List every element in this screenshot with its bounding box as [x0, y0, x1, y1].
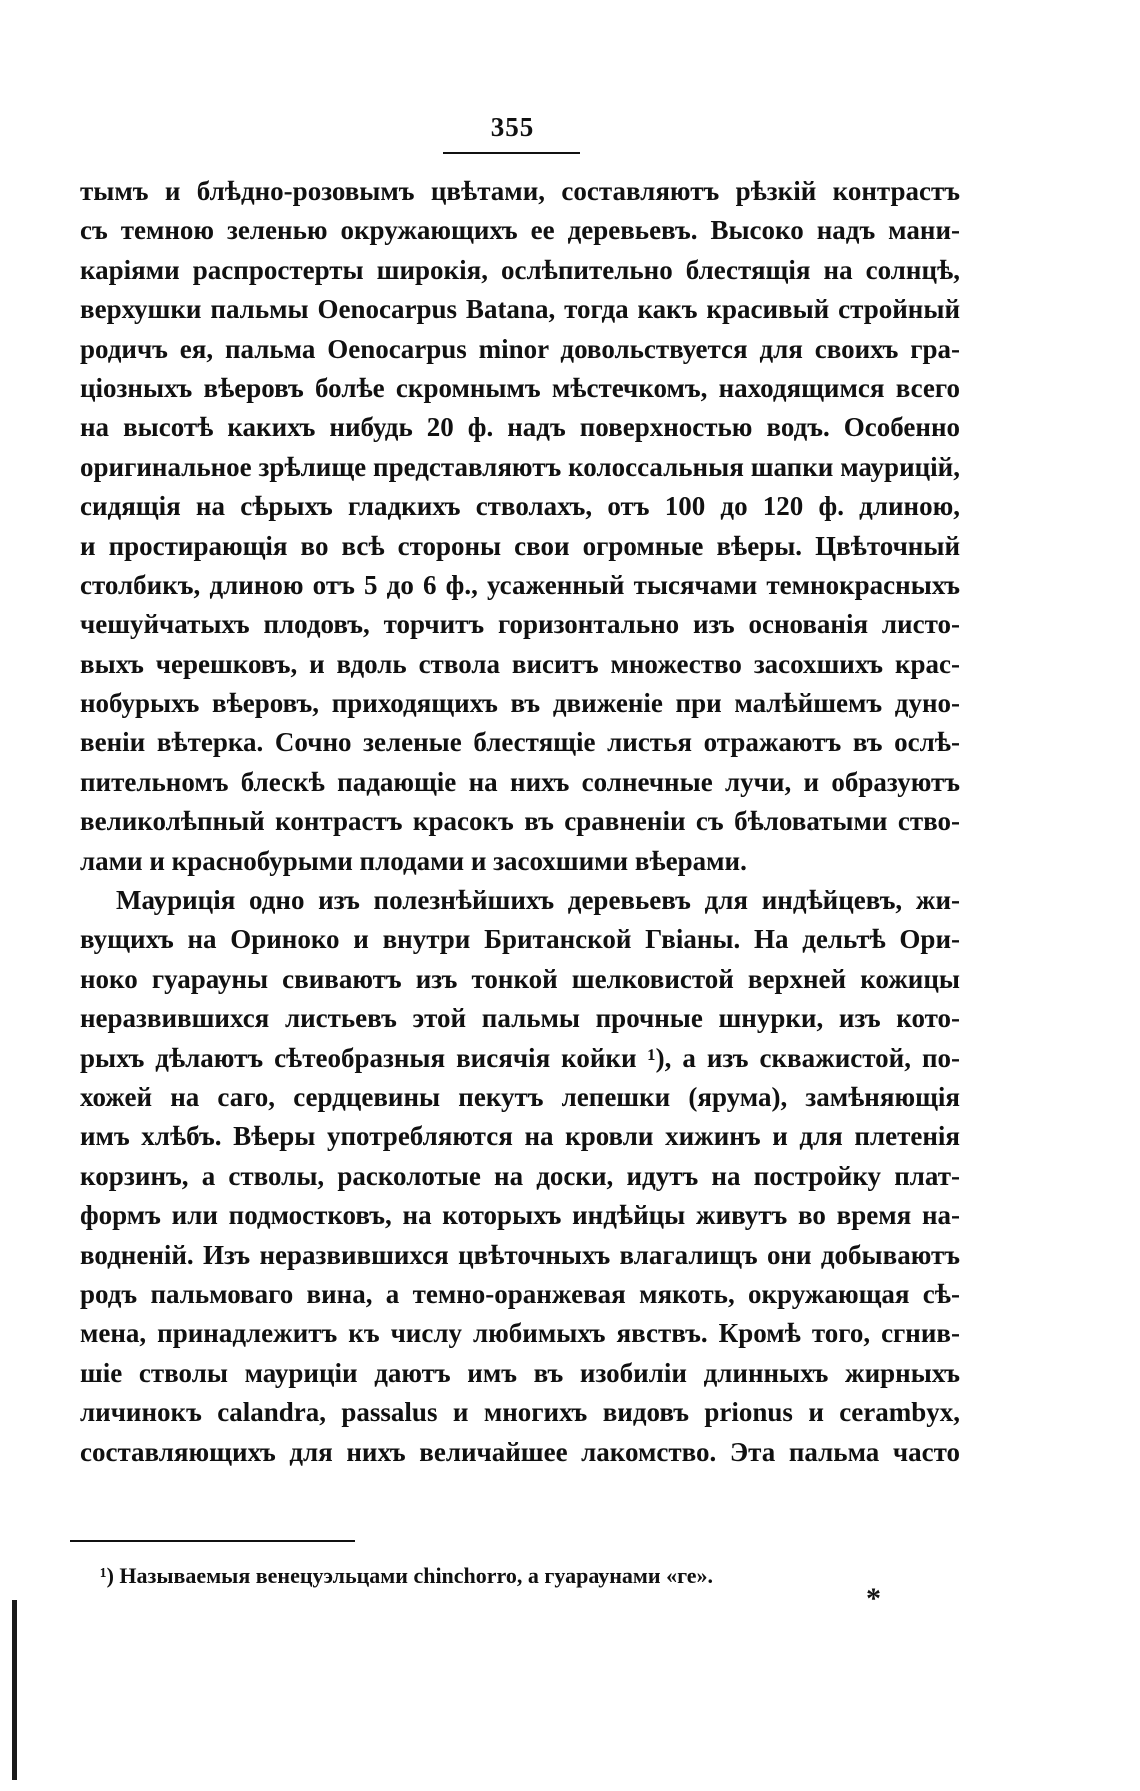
text-line: сидящія на сѣрыхъ гладкихъ стволахъ, отъ 100 до 120 ф. длиною, — [80, 491, 960, 522]
text-line: на высотѣ какихъ нибудь 20 ф. надъ поверхностью водъ. Особенно — [80, 412, 960, 443]
footnote: ¹) Называемыя венецуэльцами chinchorro, а гуараунами «ге». — [100, 1563, 714, 1588]
text-line: веніи вѣтерка. Сочно зеленые блестящіе листья отражаютъ въ ослѣ- — [80, 727, 960, 758]
page-number-rule — [443, 152, 580, 154]
text-line: столбикъ, длиною отъ 5 до 6 ф., усаженный тысячами темнокрасныхъ — [80, 569, 960, 600]
text-line: съ темною зеленью окружающихъ ее деревьевъ. Высоко надъ мани- — [80, 215, 960, 246]
text-line: имъ хлѣбъ. Вѣеры употребляются на кровли хижинъ и для плетенія — [80, 1121, 960, 1152]
text-line: ноко гуарауны свиваютъ изъ тонкой шелковистой верхней кожицы — [80, 963, 960, 994]
text-line: водненій. Изъ неразвившихся цвѣточныхъ влагалищъ они добываютъ — [80, 1239, 960, 1270]
text-line: корзинъ, а стволы, расколотые на доски, идутъ на постройку плат- — [80, 1160, 960, 1191]
text-line: составляющихъ для нихъ величайшее лакомство. Эта пальма часто — [80, 1436, 960, 1467]
page-edge-shadow — [12, 1600, 17, 1780]
page-number: 355 — [490, 112, 535, 142]
text-line: неразвившихся листьевъ этой пальмы прочные шнурки, изъ кото- — [80, 1003, 960, 1034]
text-line: тымъ и блѣдно-розовымъ цвѣтами, составляютъ рѣзкій контрастъ — [80, 176, 960, 206]
text-line: каріями распростерты широкія, ослѣпительно блестящія на солнцѣ, — [80, 254, 960, 285]
text-line: вущихъ на Ориноко и внутри Британской Гвіаны. На дельтѣ Ори- — [80, 924, 960, 955]
text-line: нобурыхъ вѣеровъ, приходящихъ въ движеніе при малѣйшемъ дуно- — [80, 688, 960, 719]
paragraph-first-line: Маурицiя одно изъ полезнѣйшихъ деревьевъ для индѣйцевъ, жи- — [116, 885, 960, 916]
text-line: шіе стволы маурицiи даютъ имъ въ изобиліи длинныхъ жирныхъ — [80, 1357, 960, 1388]
footnote-rule — [70, 1540, 355, 1542]
text-line: родичъ ея, пальма Oenocarpus minor довольствуется для своихъ гра- — [80, 333, 960, 364]
text-line: рыхъ дѣлаютъ сѣтеобразныя висячія койки ¹), а изъ скважистой, по- — [80, 1042, 960, 1073]
text-line: выхъ черешковъ, и вдоль ствола виситъ множество засохшихъ крас- — [80, 648, 960, 679]
body-text — [80, 172, 960, 1472]
text-line: лами и краснобурыми плодами и засохшими вѣерами. — [80, 845, 747, 876]
signature-mark: * — [866, 1582, 881, 1615]
text-line: чешуйчатыхъ плодовъ, торчитъ горизонтально изъ основанія листо- — [80, 609, 960, 640]
text-line: оригинальное зрѣлище представляютъ колоссальныя шапки маурицій, — [80, 451, 960, 482]
text-line: формъ или подмостковъ, на которыхъ индѣйцы живутъ во время на- — [80, 1200, 960, 1231]
text-line: и простирающія во всѣ стороны свои огромные вѣеры. Цвѣточный — [80, 530, 960, 561]
text-line: верхушки пальмы Oenocarpus Batana, тогда какъ красивый стройный — [80, 294, 960, 325]
text-line: великолѣпный контрастъ красокъ въ сравненіи съ бѣловатыми ство- — [80, 806, 960, 837]
text-line: хожей на саго, сердцевины пекутъ лепешки (ярума), замѣняющія — [80, 1081, 960, 1112]
text-line: личинокъ calandra, passalus и многихъ видовъ prionus и cerambyx, — [80, 1397, 960, 1428]
text-line: пительномъ блескѣ падающіе на нихъ солнечные лучи, и образуютъ — [80, 766, 960, 797]
text-line: родъ пальмоваго вина, а темно-оранжевая мякоть, окружающая сѣ- — [80, 1278, 960, 1309]
text-line: ціозныхъ вѣеровъ болѣе скромнымъ мѣстечкомъ, находящимся всего — [80, 372, 960, 403]
text-line: мена, принадлежитъ къ числу любимыхъ явствъ. Кромѣ того, сгнив- — [80, 1318, 960, 1349]
